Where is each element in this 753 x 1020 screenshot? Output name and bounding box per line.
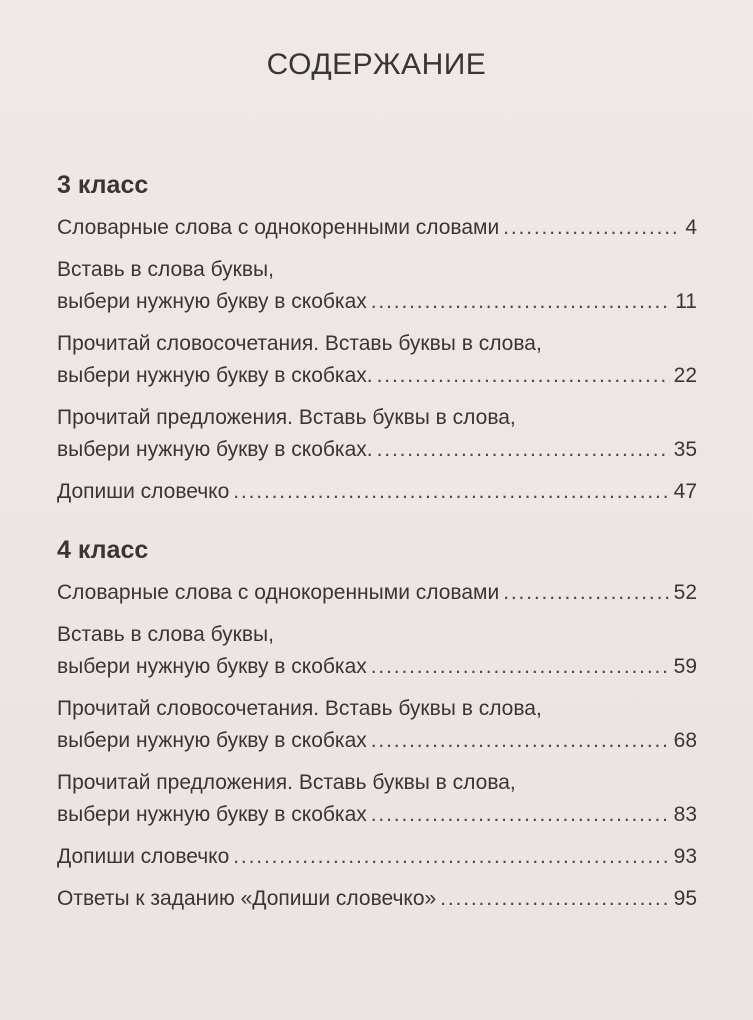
- toc-entry-text: выбери нужную букву в скобках: [57, 655, 367, 678]
- toc-entry: [57, 841, 697, 873]
- toc-entry-text: Вставь в слова буквы,: [57, 258, 274, 281]
- toc-entry-line: [57, 577, 697, 609]
- toc-entry-line: [57, 286, 697, 318]
- toc-entry: [57, 693, 697, 757]
- dot-leader: [440, 883, 669, 915]
- toc-entry-text: Вставь в слова буквы,: [57, 623, 274, 646]
- dot-leader: [503, 577, 669, 609]
- toc-page-number: 11: [675, 290, 697, 313]
- toc-page-number: 59: [673, 655, 697, 678]
- dot-leader: [503, 212, 681, 244]
- toc-entry-text: Прочитай словосочетания. Вставь буквы в слова,: [57, 697, 542, 720]
- toc-entry-text: Допиши словечко: [57, 845, 230, 868]
- toc-entry: [57, 254, 697, 318]
- dot-leader: [371, 651, 670, 683]
- toc-entry-text: Прочитай словосочетания. Вставь буквы в слова,: [57, 332, 542, 355]
- toc-entry-text: выбери нужную букву в скобках: [57, 803, 367, 826]
- page-title: СОДЕРЖАНИЕ: [266, 48, 487, 81]
- toc-entry: [57, 883, 697, 915]
- toc-entry-text: Допиши словечко: [57, 480, 230, 503]
- toc-page-number: 4: [685, 216, 697, 239]
- toc-entry: [57, 212, 697, 244]
- toc-entries: [57, 212, 697, 508]
- toc-entry-line: [57, 651, 697, 683]
- dot-leader: [371, 725, 670, 757]
- toc-entry-text: Ответы к заданию «Допиши словечко»: [57, 887, 437, 910]
- section-grade-4: [57, 533, 697, 925]
- dot-leader: [233, 841, 669, 873]
- toc-entry-line: [57, 434, 697, 466]
- dot-leader: [377, 360, 670, 392]
- dot-leader: [377, 434, 670, 466]
- toc-page-number: 68: [673, 729, 697, 752]
- toc-entry: [57, 402, 697, 466]
- toc-entry: [57, 577, 697, 609]
- toc-entry-line: [57, 767, 697, 799]
- toc-entry-line: [57, 254, 697, 286]
- toc-entry-line: [57, 883, 697, 915]
- toc-page-number: 93: [673, 845, 697, 868]
- toc-entry-line: [57, 328, 697, 360]
- toc-entry-text: выбери нужную букву в скобках.: [57, 438, 373, 461]
- dot-leader: [371, 286, 671, 318]
- toc-entry: [57, 767, 697, 831]
- section-heading: 4 класс: [57, 536, 149, 564]
- toc-entry-line: [57, 476, 697, 508]
- toc-entry: [57, 328, 697, 392]
- toc-entries: [57, 577, 697, 915]
- dot-leader: [233, 476, 669, 508]
- toc-entry-line: [57, 693, 697, 725]
- section-heading: 3 класс: [57, 171, 149, 199]
- section-grade-3: [57, 168, 697, 518]
- toc-entry-text: Словарные слова с однокоренными словами: [57, 581, 500, 604]
- toc-entry-line: [57, 799, 697, 831]
- toc-entry-text: Прочитай предложения. Вставь буквы в слова,: [57, 771, 516, 794]
- toc-page-number: 52: [673, 581, 697, 604]
- toc-entry-line: [57, 212, 697, 244]
- toc-entry-line: [57, 402, 697, 434]
- toc-entry-text: выбери нужную букву в скобках: [57, 290, 367, 313]
- toc-page-number: 35: [673, 438, 697, 461]
- toc-entry-line: [57, 725, 697, 757]
- toc-entry-line: [57, 841, 697, 873]
- toc-entry-text: Словарные слова с однокоренными словами: [57, 216, 500, 239]
- toc-page-number: 22: [673, 364, 697, 387]
- toc-entry-text: выбери нужную букву в скобках: [57, 729, 367, 752]
- toc-entry-text: выбери нужную букву в скобках.: [57, 364, 373, 387]
- toc-entry: [57, 476, 697, 508]
- toc-entry-text: Прочитай предложения. Вставь буквы в слова,: [57, 406, 516, 429]
- toc-entry: [57, 619, 697, 683]
- toc-entry-line: [57, 360, 697, 392]
- dot-leader: [371, 799, 670, 831]
- toc-page-number: 95: [673, 887, 697, 910]
- toc-page-number: 47: [673, 480, 697, 503]
- toc-entry-line: [57, 619, 697, 651]
- toc-page-number: 83: [673, 803, 697, 826]
